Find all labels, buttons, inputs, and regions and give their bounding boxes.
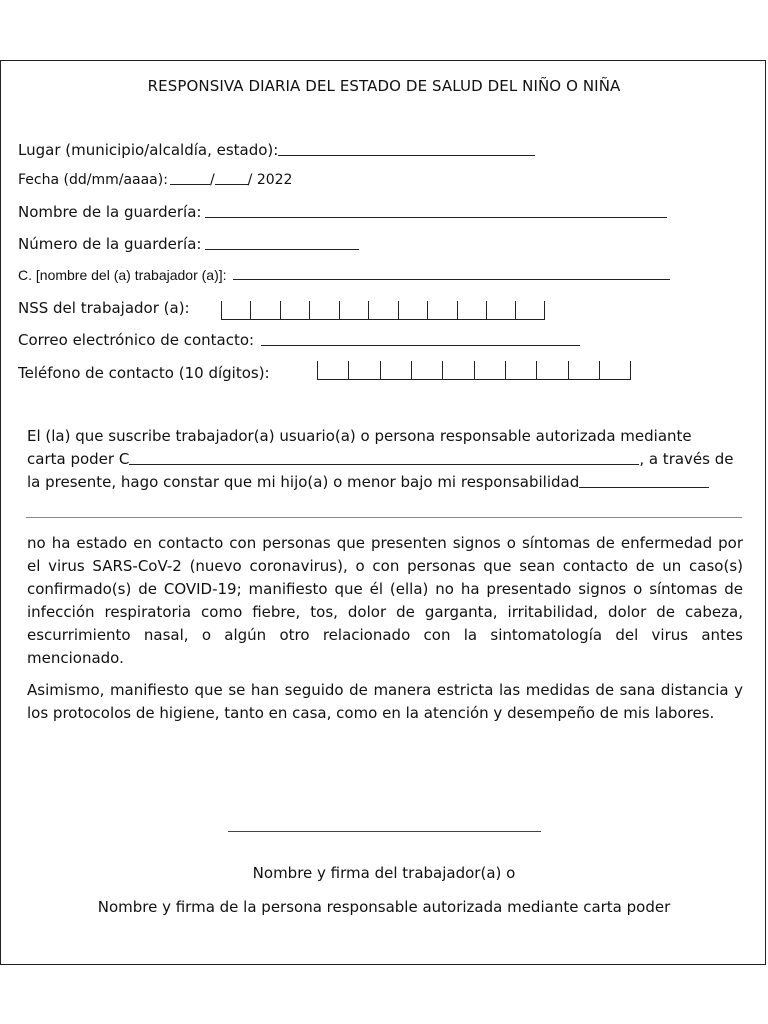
intro-menor-blank[interactable] [579, 486, 709, 488]
field-numero-guarderia [18, 235, 359, 253]
field-fecha-sep1: / [209, 172, 215, 188]
intro-line-2 [27, 450, 734, 468]
field-nombre-guarderia [18, 203, 667, 221]
field-c-nombre [18, 267, 670, 283]
intro-carta-poder-blank[interactable] [129, 463, 639, 465]
field-lugar-label: Lugar (municipio/alcaldía, estado): [18, 141, 279, 159]
intro-line-3-text: la presente, hago constar que mi hijo(a) o menor bajo mi responsabilidad [27, 473, 580, 491]
field-nombre-guarderia-blank[interactable] [205, 216, 667, 218]
field-fecha-month-blank[interactable] [215, 183, 248, 185]
document-title: RESPONSIVA DIARIA DEL ESTADO DE SALUD DEL NIÑO O NIÑA [147, 77, 621, 95]
nss-digit-boxes[interactable] [221, 301, 545, 320]
signature-caption-1: Nombre y firma del trabajador(a) o [252, 864, 516, 882]
intro-continuation-blank[interactable] [26, 517, 742, 518]
field-nombre-guarderia-label: Nombre de la guardería: [18, 203, 202, 221]
field-lugar-blank[interactable] [278, 154, 535, 156]
field-correo [18, 331, 580, 349]
intro-line-1-text: El (la) que suscribe trabajador(a) usuario(a) o persona responsable autorizada mediante [27, 427, 692, 445]
telefono-digit-boxes[interactable] [317, 361, 631, 380]
body-paragraph-1: no ha estado en contacto con personas que presenten signos o síntomas de enfermedad por el virus SARS-CoV-2 (nuevo coronavirus), o con personas que sean contacto de un caso(s) confirmado(s) de COVID-19; manifiesto que él (ella) no ha presentado signos o síntomas de infección respiratoria como fiebre, tos, dolor de garganta, irritabilidad, dolor de cabeza, escurrimiento nasal, o algún otro relacionado con la sintomatología del virus antes mencionado. [27, 534, 743, 667]
field-telefono [18, 364, 270, 382]
field-correo-blank[interactable] [261, 344, 580, 346]
body-paragraph-2: Asimismo, manifiesto que se han seguido de manera estricta las medidas de sana distancia y los protocolos de higiene, tanto en casa, como en la atención y desempeño de mis labores. [27, 681, 743, 722]
intro-line-2-end: , a través de [639, 450, 734, 468]
field-lugar [18, 141, 535, 159]
field-fecha [18, 172, 292, 188]
field-numero-guarderia-label: Número de la guardería: [18, 235, 202, 253]
signature-line[interactable] [228, 831, 541, 832]
intro-line-3 [27, 473, 709, 491]
intro-line-1 [27, 427, 692, 445]
field-numero-guarderia-blank[interactable] [205, 248, 359, 250]
field-fecha-sep2: / 2022 [247, 172, 293, 188]
intro-line-2-start: carta poder C [27, 450, 130, 468]
field-fecha-day-blank[interactable] [170, 183, 210, 185]
field-fecha-label: Fecha (dd/mm/aaaa): [18, 172, 168, 188]
field-telefono-label: Teléfono de contacto (10 dígitos): [18, 364, 270, 382]
field-nss-label: NSS del trabajador (a): [18, 299, 190, 317]
field-c-nombre-blank[interactable] [233, 278, 670, 280]
document-frame [0, 60, 766, 965]
field-correo-label: Correo electrónico de contacto: [18, 331, 255, 349]
field-c-nombre-label: C. [nombre del (a) trabajador (a)]: [18, 267, 227, 283]
field-nss [18, 299, 190, 317]
signature-caption-2: Nombre y firma de la persona responsable autorizada mediante carta poder [97, 898, 671, 916]
